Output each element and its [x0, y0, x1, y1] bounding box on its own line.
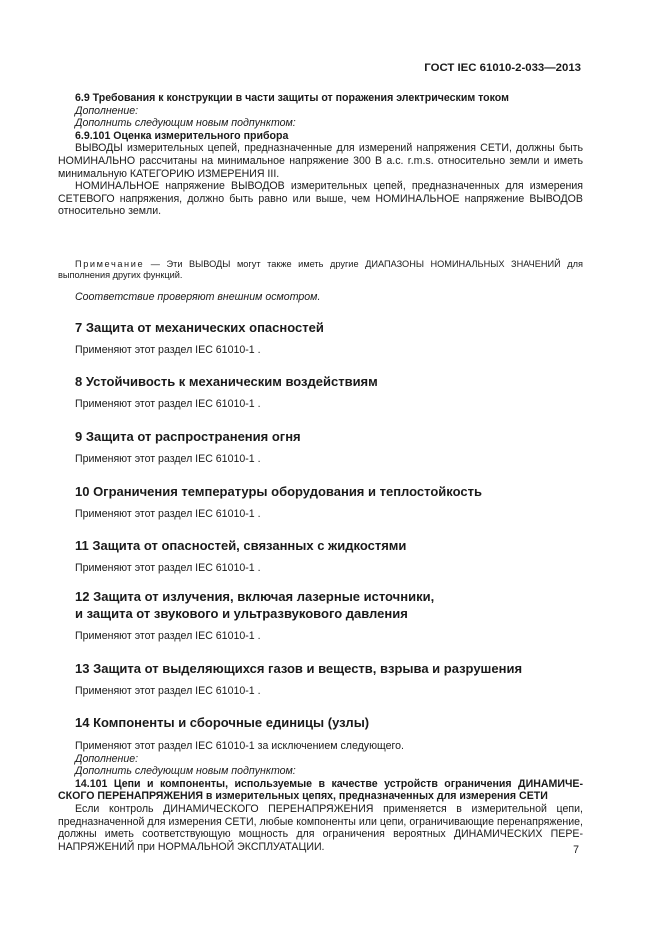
section-9-text: Применяют этот раздел IEC 61010-1 .	[75, 453, 261, 465]
section-7-text: Применяют этот раздел IEC 61010-1 .	[75, 344, 261, 356]
document-header: ГОСТ IEC 61010-2-033—2013	[424, 62, 581, 74]
section-14-addition-label: Дополнение:	[75, 752, 139, 765]
section-6-9-title: 6.9 Требования к конструкции в части защиты от поражения электрическим током	[75, 92, 509, 104]
note	[58, 259, 583, 282]
paragraph-terminals-rating: ВЫВОДЫ измерительных цепей, предназначенные для измерений напряжения СЕТИ, должны быть НОМИНАЛЬНО рассчитаны на минимальное напряжение 300 В a.c. r.m.s. относительно земли и иметь минимальную КАТЕГОРИЮ ИЗМЕРЕНИЯ III.	[58, 142, 583, 180]
section-12-title-line1: 12 Защита от излучения, включая лазерные источники,	[75, 589, 435, 604]
section-14-title: 14 Компоненты и сборочные единицы (узлы)	[75, 715, 370, 730]
section-7-title: 7 Защита от механических опасностей	[75, 320, 324, 335]
section-10-text: Применяют этот раздел IEC 61010-1 .	[75, 508, 261, 520]
section-8-text: Применяют этот раздел IEC 61010-1 .	[75, 398, 261, 410]
section-9-title: 9 Защита от распространения огня	[75, 429, 301, 444]
subclause-6-9-101-title: 6.9.101 Оценка измерительного прибора	[75, 129, 289, 142]
page-number: 7	[573, 844, 579, 856]
section-8-title: 8 Устойчивость к механическим воздействиям	[75, 374, 378, 389]
section-11-text: Применяют этот раздел IEC 61010-1 .	[75, 562, 261, 574]
section-12-text: Применяют этот раздел IEC 61010-1 .	[75, 630, 261, 642]
section-14-body	[58, 740, 583, 853]
compliance-text: Соответствие проверяют внешним осмотром.	[75, 291, 321, 303]
section-10-title: 10 Ограничения температуры оборудования и теплостойкость	[75, 484, 482, 499]
section-12-title-line2: и защита от звукового и ультразвукового давления	[75, 606, 408, 621]
section-11-title: 11 Защита от опасностей, связанных с жидкостями	[75, 538, 407, 553]
subclause-14-101-title: 14.101 Цепи и компоненты, используемые в качестве устройств ограничения ДИНАМИЧЕСКОГО ПЕРЕНАПРЯЖЕНИЯ в измерительных цепях, предназначенных для измерения СЕТИ	[58, 777, 583, 803]
paragraph-overvoltage-control: Если контроль ДИНАМИЧЕСКОГО ПЕРЕНАПРЯЖЕНИЯ применяется в измерительной цепи, предназначенной для измерения СЕТИ, любые компоненты или цепи, ограничивающие перенапряжение, должны иметь соответствующую мощность для ограничения вероятных ДИНАМИЧЕСКИХ ПЕРЕНАПРЯЖЕНИЙ при НОРМАЛЬНОЙ ЭКСПЛУАТАЦИИ.	[58, 802, 583, 853]
paragraph-rated-voltage: НОМИНАЛЬНОЕ напряжение ВЫВОДОВ измерительных цепей, предназначенных для измерения СЕТЕВОГО напряжения, должно быть равно или выше, чем НОМИНАЛЬНОЕ напряжение ВЫВОДОВ относительно земли.	[58, 180, 583, 218]
section-13-title: 13 Защита от выделяющихся газов и веществ, взрыва и разрушения	[75, 661, 523, 676]
note-label: Примечание	[75, 259, 145, 269]
section-14-text: Применяют этот раздел IEC 61010-1 за исключением следующего.	[75, 740, 404, 752]
section-13-text: Применяют этот раздел IEC 61010-1 .	[75, 685, 261, 697]
section-14-addition-instruction: Дополнить следующим новым подпунктом:	[75, 765, 296, 778]
note-text: — Эти ВЫВОДЫ могут также иметь другие ДИАПАЗОНЫ НОМИНАЛЬНЫХ ЗНАЧЕНИЙ для выполнения других функций.	[58, 259, 583, 281]
section-6-9	[58, 92, 583, 218]
addition-instruction: Дополнить следующим новым подпунктом:	[75, 117, 296, 130]
addition-label: Дополнение:	[75, 104, 139, 117]
